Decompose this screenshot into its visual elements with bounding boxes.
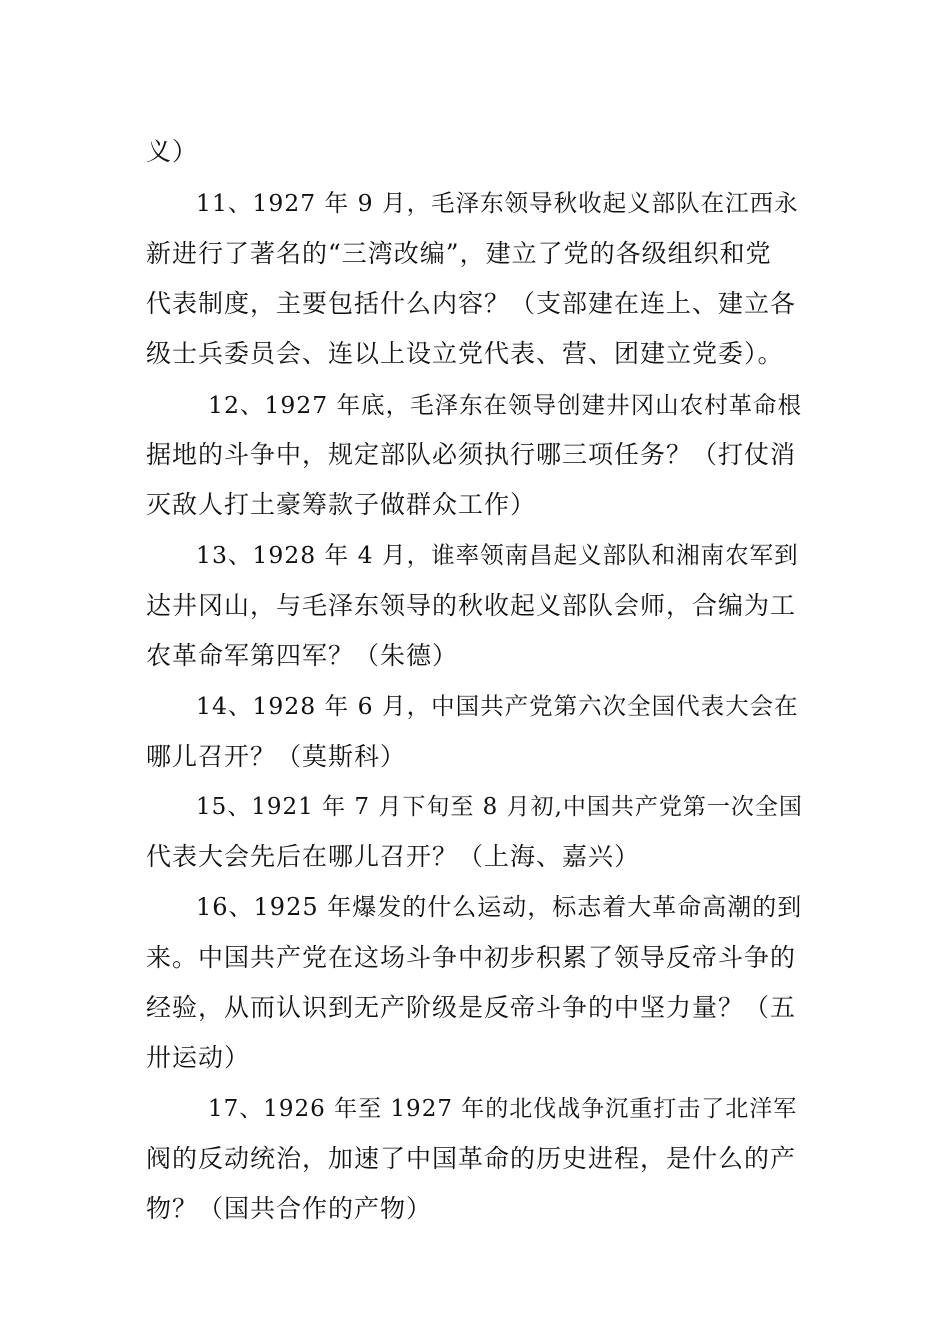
text-line: 新进行了著名的“三湾改编”，建立了党的各级组织和党	[146, 239, 772, 268]
text-line: 阀的反动统治，加速了中国革命的历史进程，是什么的产	[146, 1144, 797, 1173]
question-13-line: 13、1928 年 4 月，谁率领南昌起义部队和湘南农军到	[196, 541, 799, 569]
text-line: 代表大会先后在哪儿召开？（上海、嘉兴）	[146, 842, 641, 871]
text-line: 经验，从而认识到无产阶级是反帝斗争的中坚力量？（五	[146, 993, 797, 1022]
text-line: 来。中国共产党在这场斗争中初步积累了领导反帝斗争的	[146, 943, 797, 972]
text-line: 卅运动）	[146, 1043, 251, 1072]
text-line: 灭敌人打土豪筹款子做群众工作）	[146, 490, 537, 519]
text-line: 物？（国共合作的产物）	[146, 1194, 433, 1223]
text-line: 达井冈山，与毛泽东领导的秋收起义部队会师，合编为工	[146, 591, 797, 620]
question-12-line: 12、1927 年底，毛泽东在领导创建井冈山农村革命根	[208, 391, 803, 419]
question-17-line: 17、1926 年至 1927 年的北伐战争沉重打击了北洋军	[208, 1096, 798, 1122]
text-line: 义）	[146, 137, 199, 166]
question-16-line: 16、1925 年爆发的什么运动，标志着大革命高潮的到	[196, 893, 803, 921]
text-line: 据地的斗争中，规定部队必须执行哪三项任务？（打仗消	[146, 440, 797, 469]
question-11-line: 11、1927 年 9 月，毛泽东领导秋收起义部队在江西永	[196, 189, 799, 217]
question-14-line: 14、1928 年 6 月，中国共产党第六次全国代表大会在	[196, 692, 799, 720]
text-line: 哪儿召开？（莫斯科）	[146, 742, 407, 771]
question-15-line: 15、1921 年 7 月下旬至 8 月初,中国共产党第一次全国	[196, 794, 803, 820]
text-line: 代表制度，主要包括什么内容？（支部建在连上、建立各	[146, 289, 797, 318]
text-line: 级士兵委员会、连以上设立党代表、营、团建立党委）。	[146, 339, 784, 368]
text-line: 农革命军第四军？（朱德）	[146, 641, 459, 670]
